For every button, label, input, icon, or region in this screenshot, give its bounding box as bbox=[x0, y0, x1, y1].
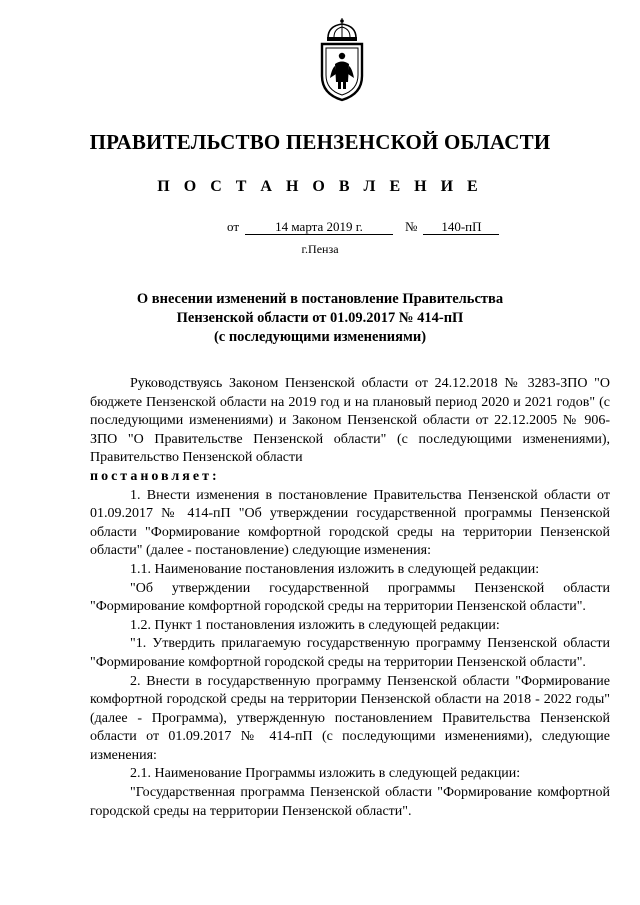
paragraph-2-1-text: "Государственная программа Пензенской области "Формирование комфортной городской среды на территории Пензенской области". bbox=[90, 785, 610, 819]
document-type: П О С Т А Н О В Л Е Н И Е bbox=[157, 178, 483, 195]
preamble-paragraph: Руководствуясь Законом Пензенской области от 24.12.2018 № 3283-ЗПО "О бюджете Пензенской области на 2019 год и на плановый период 2020 и 2021 годов" (с последующими изменениями) и Законом Пензенской области от 22.12.2005 № 906-ЗПО "О Правительстве Пензенской области" (с последующими изменениями), Правительство Пензенской области bbox=[90, 376, 610, 466]
paragraph-2: 2. Внести в государственную программу Пензенской области "Формирование комфортной городской среды на территории Пензенской области на 2018 - 2022 годы" (далее - Программа), утвержденную постановлением Правительства Пензенской области от 01.09.2017 № 414-пП (с последующими изменениями), следующие изменения: bbox=[90, 673, 610, 763]
document-subject bbox=[100, 290, 540, 347]
government-title: ПРАВИТЕЛЬСТВО ПЕНЗЕНСКОЙ ОБЛАСТИ bbox=[89, 130, 551, 154]
paragraph-1: 1. Внести изменения в постановление Правительства Пензенской области от 01.09.2017 № 414-пП "Об утверждении государственной программы Пензенской области "Формирование комфортной городской среды на территории Пензенской области" (далее - постановление) следующие изменения: bbox=[90, 487, 610, 559]
subject-line: О внесении изменений в постановление Правительства bbox=[136, 291, 504, 307]
paragraph-1-1: 1.1. Наименование постановления изложить в следующей редакции: bbox=[130, 561, 540, 577]
paragraph-1-1-text: "Об утверждении государственной программы Пензенской области "Формирование комфортной городской среды на территории Пензенской области". bbox=[90, 580, 610, 615]
city: г.Пенза bbox=[301, 242, 339, 256]
document-date: 14 марта 2019 г. bbox=[245, 220, 393, 235]
paragraph-1-2-text: "1. Утвердить прилагаемую государственную программу Пензенской области "Формирование комфортной городской среды на территории Пензенской области". bbox=[90, 636, 610, 670]
decree-word: постановляет: bbox=[90, 468, 220, 484]
number-sign: № bbox=[405, 219, 418, 234]
paragraph-1-2: 1.2. Пункт 1 постановления изложить в следующей редакции: bbox=[130, 617, 500, 633]
document-body bbox=[90, 375, 610, 821]
subject-line: Пензенской области от 01.09.2017 № 414-пП bbox=[176, 310, 464, 326]
document-number: 140-пП bbox=[423, 220, 499, 235]
date-number-line bbox=[227, 219, 499, 235]
subject-line: (с последующими изменениями) bbox=[213, 329, 427, 345]
coat-of-arms-icon bbox=[314, 18, 370, 102]
date-prefix: от bbox=[227, 219, 240, 234]
paragraph-2-1: 2.1. Наименование Программы изложить в следующей редакции: bbox=[130, 766, 521, 782]
